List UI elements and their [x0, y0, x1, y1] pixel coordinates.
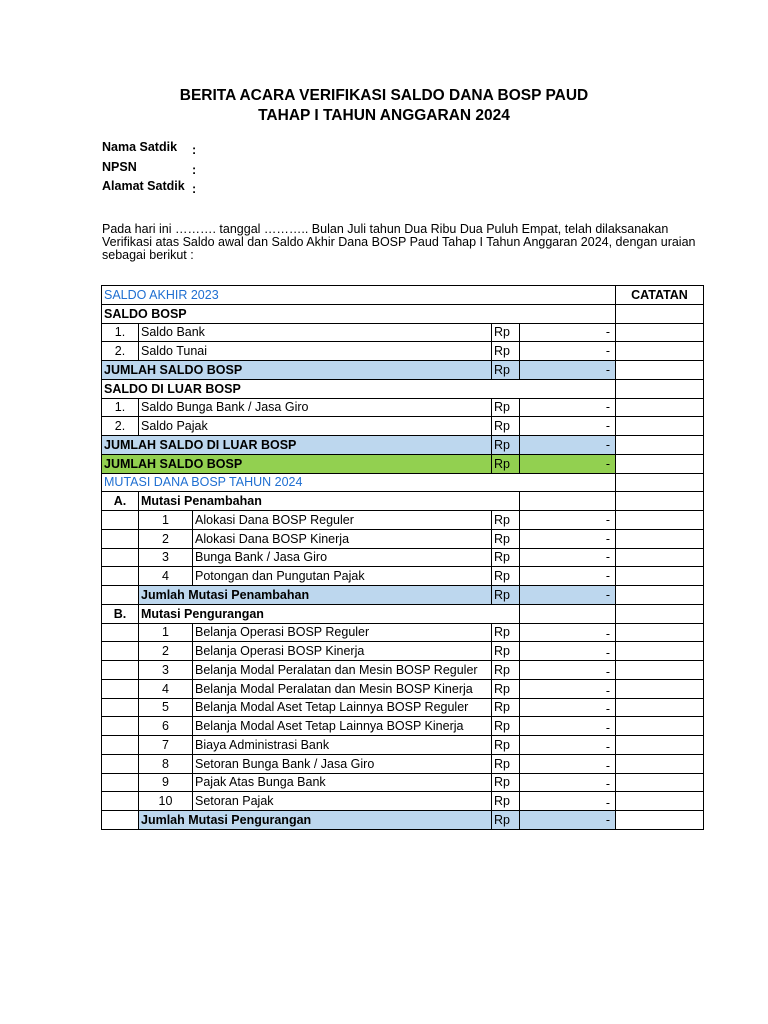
row-label: Belanja Modal Aset Tetap Lainnya BOSP Kinerja: [193, 717, 492, 736]
identity-colon: :: [192, 163, 197, 177]
table-row: [102, 511, 704, 530]
row-value: -: [520, 661, 616, 680]
indent-cell: [102, 698, 139, 717]
row-currency: Rp: [492, 323, 520, 342]
indent-cell: [102, 792, 139, 811]
indent-cell: [102, 717, 139, 736]
indent-cell: [102, 529, 139, 548]
row-currency: Rp: [492, 679, 520, 698]
total-currency: Rp: [492, 586, 520, 605]
section-saldo-luar-row: [102, 379, 704, 398]
total-row-saldo-bosp: [102, 361, 704, 380]
row-number: 2.: [102, 417, 139, 436]
catatan-cell: [616, 661, 704, 680]
catatan-cell: [616, 698, 704, 717]
table-row: [102, 623, 704, 642]
document-title-line1: BERITA ACARA VERIFIKASI SALDO DANA BOSP PAUD: [179, 87, 589, 104]
table-row: [102, 529, 704, 548]
row-number: 1.: [102, 398, 139, 417]
row-value: -: [520, 773, 616, 792]
row-value: -: [520, 717, 616, 736]
row-currency: Rp: [492, 661, 520, 680]
row-currency: Rp: [492, 511, 520, 530]
total-row-saldo-luar: [102, 436, 704, 455]
indent-cell: [102, 548, 139, 567]
document-title-line2: TAHAP I TAHUN ANGGARAN 2024: [258, 107, 510, 124]
grand-total-currency: Rp: [492, 454, 520, 473]
indent-cell: [102, 567, 139, 586]
table-row: [102, 661, 704, 680]
table-row: [102, 736, 704, 755]
row-currency: Rp: [492, 623, 520, 642]
catatan-cell: [616, 567, 704, 586]
catatan-cell: [616, 811, 704, 830]
row-number: 8: [139, 754, 193, 773]
table-row: [102, 717, 704, 736]
total-row-penambahan: [102, 586, 704, 605]
row-label: Setoran Pajak: [193, 792, 492, 811]
total-label: JUMLAH SALDO BOSP: [102, 361, 492, 380]
catatan-cell: [616, 679, 704, 698]
row-value: -: [520, 754, 616, 773]
row-number: 1: [139, 623, 193, 642]
row-currency: Rp: [492, 567, 520, 586]
grand-total-row: [102, 454, 704, 473]
section-label: SALDO DI LUAR BOSP: [102, 379, 616, 398]
row-value: -: [520, 398, 616, 417]
row-currency: Rp: [492, 398, 520, 417]
row-value: -: [520, 417, 616, 436]
catatan-cell: [616, 642, 704, 661]
row-label: Potongan dan Pungutan Pajak: [193, 567, 492, 586]
total-currency: Rp: [492, 436, 520, 455]
table-row: [102, 323, 704, 342]
catatan-cell: [616, 473, 704, 492]
row-value: -: [520, 642, 616, 661]
catatan-cell: [616, 623, 704, 642]
table-row: [102, 773, 704, 792]
row-label: Saldo Pajak: [139, 417, 492, 436]
identity-label: Alamat Satdik: [102, 179, 185, 193]
subsection-penambahan-row: [102, 492, 704, 511]
row-currency: Rp: [492, 792, 520, 811]
total-value: -: [520, 436, 616, 455]
identity-alamat-satdik: [102, 179, 197, 196]
row-number: 10: [139, 792, 193, 811]
identity-nama-satdik: [102, 140, 197, 157]
row-label: Alokasi Dana BOSP Reguler: [193, 511, 492, 530]
row-label: Bunga Bank / Jasa Giro: [193, 548, 492, 567]
table-row: [102, 548, 704, 567]
table-row: [102, 679, 704, 698]
table-row: [102, 754, 704, 773]
row-number: 3: [139, 548, 193, 567]
identity-npsn: [102, 160, 197, 177]
row-label: Belanja Modal Aset Tetap Lainnya BOSP Reguler: [193, 698, 492, 717]
row-value: -: [520, 567, 616, 586]
catatan-cell: [616, 361, 704, 380]
table-row: [102, 642, 704, 661]
row-label: Belanja Modal Peralatan dan Mesin BOSP Reguler: [193, 661, 492, 680]
row-number: 1.: [102, 323, 139, 342]
subsection-letter: A.: [102, 492, 139, 511]
row-value: -: [520, 548, 616, 567]
row-label: Alokasi Dana BOSP Kinerja: [193, 529, 492, 548]
catatan-cell: [616, 342, 704, 361]
row-number: 1: [139, 511, 193, 530]
row-currency: Rp: [492, 642, 520, 661]
subsection-letter: B.: [102, 604, 139, 623]
total-currency: Rp: [492, 361, 520, 380]
identity-colon: :: [192, 143, 197, 157]
indent-cell: [102, 754, 139, 773]
row-number: 3: [139, 661, 193, 680]
table-row: [102, 698, 704, 717]
table-row: [102, 342, 704, 361]
catatan-cell: [616, 492, 704, 511]
row-value: -: [520, 323, 616, 342]
row-value: -: [520, 342, 616, 361]
subsection-label: Mutasi Penambahan: [139, 492, 520, 511]
row-label: Setoran Bunga Bank / Jasa Giro: [193, 754, 492, 773]
indent-cell: [102, 511, 139, 530]
header-saldo-akhir: SALDO AKHIR 2023: [102, 286, 616, 305]
row-value: -: [520, 623, 616, 642]
grand-total-label: JUMLAH SALDO BOSP: [102, 454, 492, 473]
row-currency: Rp: [492, 698, 520, 717]
catatan-cell: [616, 792, 704, 811]
row-currency: Rp: [492, 529, 520, 548]
row-number: 5: [139, 698, 193, 717]
mutasi-header: MUTASI DANA BOSP TAHUN 2024: [102, 473, 616, 492]
catatan-cell: [616, 417, 704, 436]
row-currency: Rp: [492, 417, 520, 436]
total-currency: Rp: [492, 811, 520, 830]
catatan-cell: [616, 511, 704, 530]
catatan-cell: [616, 754, 704, 773]
catatan-cell: [616, 454, 704, 473]
total-label: Jumlah Mutasi Pengurangan: [139, 811, 492, 830]
row-number: 6: [139, 717, 193, 736]
row-currency: Rp: [492, 717, 520, 736]
identity-label: NPSN: [102, 160, 137, 174]
section-saldo-bosp-row: [102, 304, 704, 323]
table-body: [102, 286, 704, 830]
identity-colon: :: [192, 182, 197, 196]
row-value: -: [520, 792, 616, 811]
catatan-cell: [616, 304, 704, 323]
row-value: -: [520, 698, 616, 717]
table-row: [102, 417, 704, 436]
row-value: -: [520, 529, 616, 548]
catatan-cell: [616, 398, 704, 417]
table-row: [102, 792, 704, 811]
total-value: -: [520, 361, 616, 380]
table-row: [102, 567, 704, 586]
catatan-cell: [616, 548, 704, 567]
indent-cell: [102, 642, 139, 661]
total-row-pengurangan: [102, 811, 704, 830]
indent-cell: [102, 586, 139, 605]
catatan-cell: [616, 736, 704, 755]
row-value: -: [520, 679, 616, 698]
catatan-cell: [616, 529, 704, 548]
catatan-cell: [616, 773, 704, 792]
catatan-cell: [616, 586, 704, 605]
total-value: -: [520, 811, 616, 830]
row-number: 7: [139, 736, 193, 755]
total-value: -: [520, 586, 616, 605]
row-number: 4: [139, 567, 193, 586]
header-catatan: CATATAN: [616, 286, 704, 305]
table-row: [102, 398, 704, 417]
value-cell: [520, 492, 616, 511]
row-currency: Rp: [492, 736, 520, 755]
row-label: Belanja Modal Peralatan dan Mesin BOSP Kinerja: [193, 679, 492, 698]
row-label: Belanja Operasi BOSP Reguler: [193, 623, 492, 642]
total-label: JUMLAH SALDO DI LUAR BOSP: [102, 436, 492, 455]
catatan-cell: [616, 436, 704, 455]
row-number: 9: [139, 773, 193, 792]
row-label: Biaya Administrasi Bank: [193, 736, 492, 755]
catatan-cell: [616, 379, 704, 398]
row-currency: Rp: [492, 342, 520, 361]
row-number: 2.: [102, 342, 139, 361]
row-label: Saldo Bank: [139, 323, 492, 342]
verification-table: [101, 285, 704, 830]
catatan-cell: [616, 604, 704, 623]
mutasi-header-row: [102, 473, 704, 492]
row-currency: Rp: [492, 773, 520, 792]
row-number: 4: [139, 679, 193, 698]
intro-paragraph: Pada hari ini ………. tanggal ……….. Bulan Juli tahun Dua Ribu Dua Puluh Empat, telah dilaksanakan Verifikasi atas Saldo awal dan Saldo Akhir Dana BOSP Paud Tahap I Tahun Anggaran 2024, dengan uraian sebagai berikut :: [102, 222, 696, 262]
row-label: Pajak Atas Bunga Bank: [193, 773, 492, 792]
row-currency: Rp: [492, 548, 520, 567]
row-currency: Rp: [492, 754, 520, 773]
grand-total-value: -: [520, 454, 616, 473]
indent-cell: [102, 623, 139, 642]
row-value: -: [520, 511, 616, 530]
indent-cell: [102, 811, 139, 830]
catatan-cell: [616, 717, 704, 736]
row-label: Saldo Bunga Bank / Jasa Giro: [139, 398, 492, 417]
indent-cell: [102, 679, 139, 698]
catatan-cell: [616, 323, 704, 342]
section-label: SALDO BOSP: [102, 304, 616, 323]
indent-cell: [102, 773, 139, 792]
subsection-pengurangan-row: [102, 604, 704, 623]
indent-cell: [102, 736, 139, 755]
row-label: Saldo Tunai: [139, 342, 492, 361]
row-label: Belanja Operasi BOSP Kinerja: [193, 642, 492, 661]
value-cell: [520, 604, 616, 623]
row-number: 2: [139, 529, 193, 548]
table-header-row: [102, 286, 704, 305]
subsection-label: Mutasi Pengurangan: [139, 604, 520, 623]
indent-cell: [102, 661, 139, 680]
row-value: -: [520, 736, 616, 755]
total-label: Jumlah Mutasi Penambahan: [139, 586, 492, 605]
row-number: 2: [139, 642, 193, 661]
identity-label: Nama Satdik: [102, 140, 178, 154]
